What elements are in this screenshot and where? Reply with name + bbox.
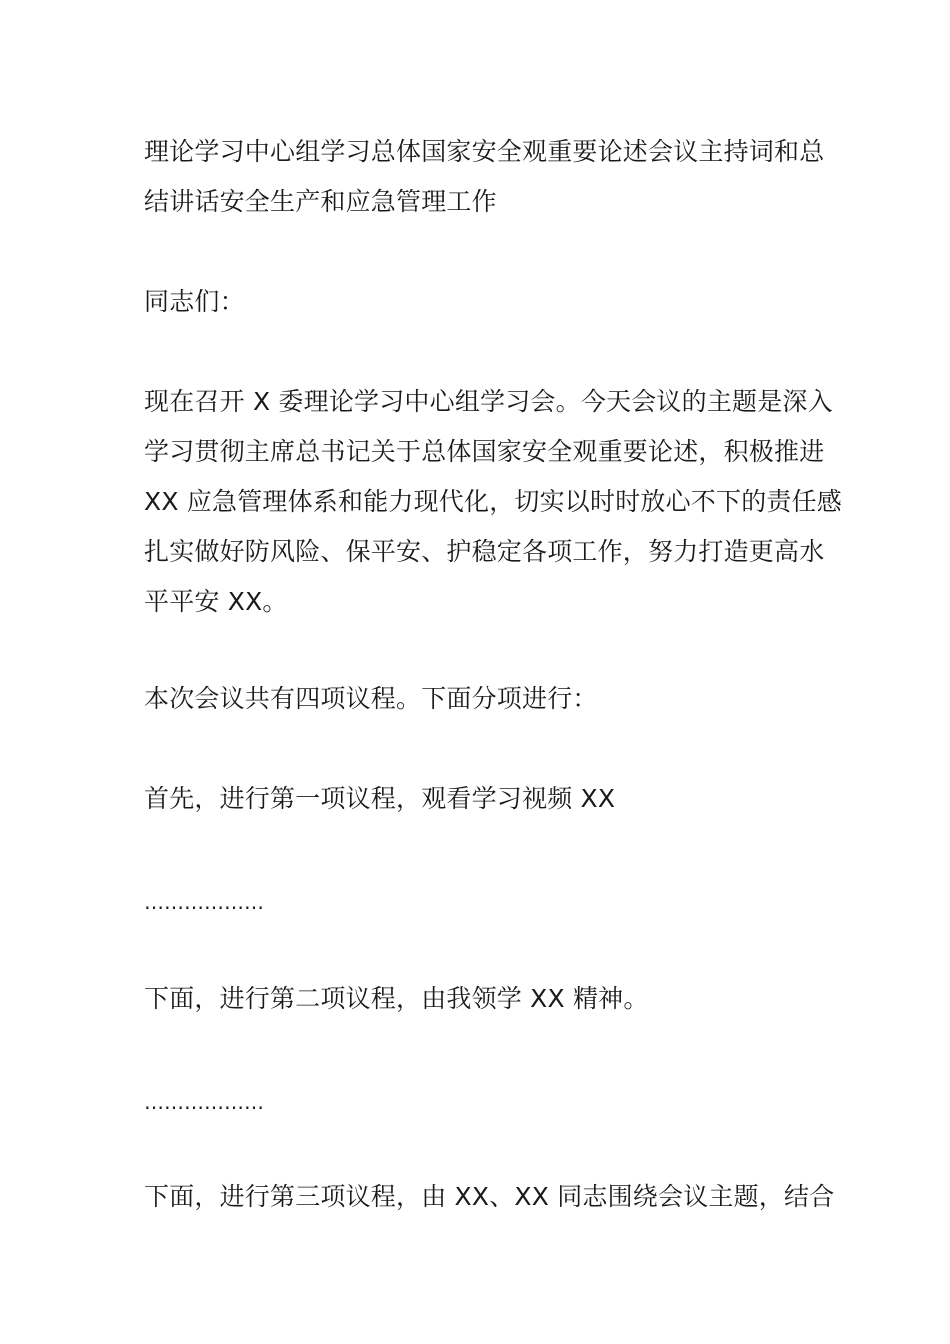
paragraph-line: 现在召开 X 委理论学习中心组学习会。今天会议的主题是深入 xyxy=(144,387,833,416)
agenda-item-1 xyxy=(144,774,812,824)
paragraph-line: 本次会议共有四项议程。下面分项进行： xyxy=(144,684,598,713)
paragraph-line: 平平安 XX。 xyxy=(144,587,288,616)
greeting xyxy=(144,277,812,327)
paragraph-line: 下面，进行第二项议程，由我领学 XX 精神。 xyxy=(144,984,649,1013)
ellipsis-separator: ……………… xyxy=(144,890,264,914)
intro-paragraph xyxy=(144,377,843,627)
paragraph-line: 首先，进行第一项议程，观看学习视频 XX xyxy=(144,784,616,813)
title-line: 结讲话安全生产和应急管理工作 xyxy=(144,187,497,216)
paragraph-line: XX 应急管理体系和能力现代化，切实以时时放心不下的责任感 xyxy=(144,487,843,516)
paragraph-line: 扎实做好防风险、保平安、护稳定各项工作，努力打造更高水 xyxy=(144,537,825,566)
agenda-intro xyxy=(144,674,812,724)
paragraph-line: 学习贯彻主席总书记关于总体国家安全观重要论述，积极推进 xyxy=(144,437,825,466)
greeting-text: 同志们： xyxy=(144,287,245,316)
ellipsis-separator: ……………… xyxy=(144,1090,264,1114)
agenda-item-2 xyxy=(144,974,812,1024)
document-title xyxy=(144,127,825,227)
agenda-item-3 xyxy=(144,1172,835,1222)
paragraph-line: 下面，进行第三项议程，由 XX、XX 同志围绕会议主题，结合 xyxy=(144,1182,835,1211)
title-line: 理论学习中心组学习总体国家安全观重要论述会议主持词和总 xyxy=(144,137,825,166)
